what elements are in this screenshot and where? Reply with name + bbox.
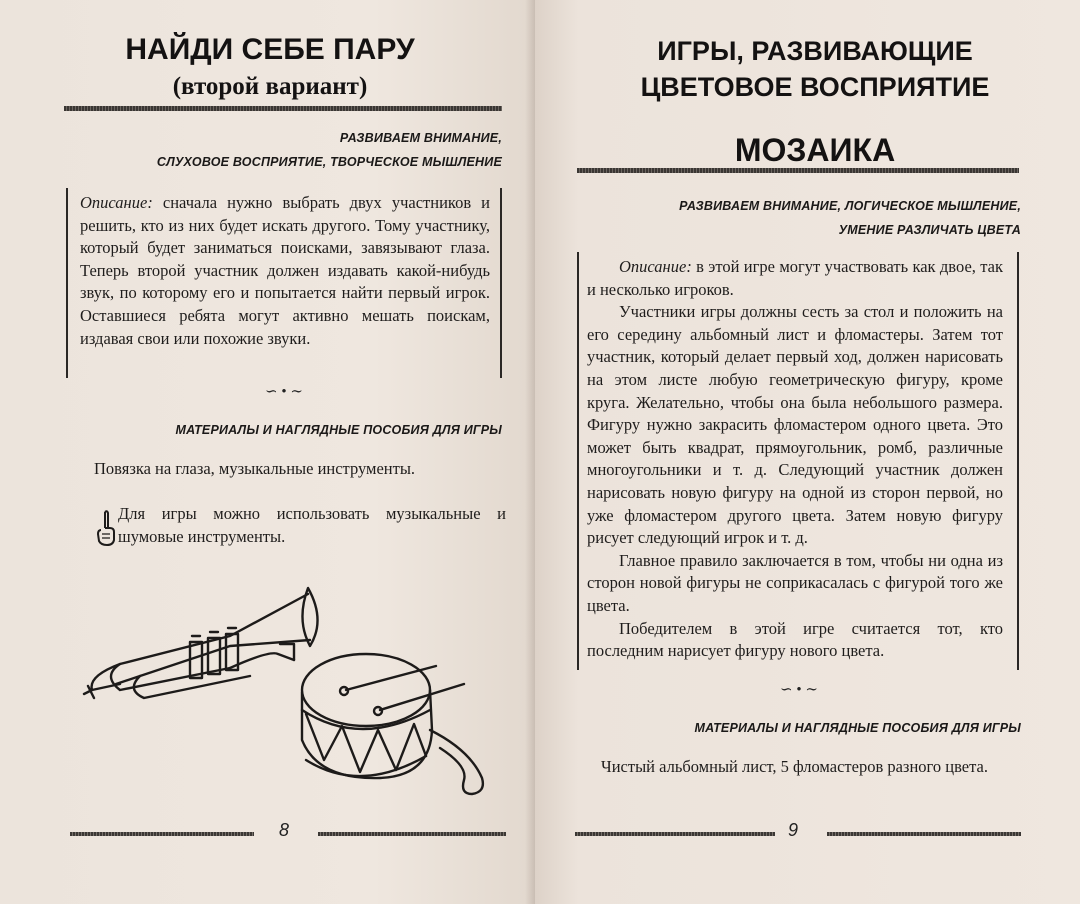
right-description-p1 [587,256,1003,301]
right-section-title-line1: ИГРЫ, РАЗВИВАЮЩИЕ [657,36,973,66]
right-section-title-line2: ЦВЕТОВОЕ ВОСПРИЯТИЕ [640,72,990,102]
right-description [587,256,1003,663]
right-description-p3: Главное правило заключается в том, чтобы ни одна из сторон новой фигуры не соприкасалась с фигурой того же цвета. [587,550,1003,615]
right-ornament: ∽ • ∼ [780,682,818,698]
left-description-text: сначала нужно выбрать двух участников и решить, кто из них будет искать другого. Тому участнику, который будет заниматься поисками, завязывают глаза. Теперь второй участник должен издавать какой-нибудь звук, по которому его и попытается найти первый игрок. Оставшиеся ребята могут активно мешать поискам, издавая свои или похожие звуки. [80,193,490,348]
pointing-hand-icon [94,510,118,546]
right-description-p1-text: в этой игре могут участвовать как двое, так и несколько игроков. [587,257,1003,299]
left-page-number: 8 [278,820,289,840]
left-tip-text: Для игры можно использовать музыкальные и шумовые инструменты. [118,504,506,546]
left-ornament: ∽ • ∼ [265,384,303,400]
left-skills-line2: СЛУХОВОЕ ВОСПРИЯТИЕ, ТВОРЧЕСКОЕ МЫШЛЕНИЕ [156,155,502,169]
right-skills-line2: УМЕНИЕ РАЗЛИЧАТЬ ЦВЕТА [838,223,1021,237]
left-footer-rule-left [70,832,254,836]
left-page [0,0,535,904]
right-description-p2: Участники игры должны сесть за стол и положить на его середину альбомный лист и фломастеры. Затем тот участник, который делает первый ход, должен нарисовать на этом листе любую геометрическую фигуру, кроме круга. Желательно, чтобы она была небольшого размера. Фигуру нужно закрасить фломастером одного цвета. Это может быть квадрат, прямоугольник, ромб, различные многоугольники и т. д. Следующий участник должен нарисовать новую фигуру на одной из сторон первой, но уже фломастером другого цвета. Затем новую фигуру рисует следующий игрок и т. д. [587,302,1003,548]
right-page [535,0,1080,904]
right-materials-text: Чистый альбомный лист, 5 фломастеров разного цвета. [601,757,988,776]
right-footer-rule-right [827,832,1021,836]
left-footer-rule-right [318,832,506,836]
left-materials-text: Повязка на глаза, музыкальные инструменты. [94,459,416,478]
right-footer-rule-left [575,832,775,836]
right-page-number: 9 [787,820,798,840]
left-description-label: Описание: [80,193,153,212]
right-skills-line1: РАЗВИВАЕМ ВНИМАНИЕ, ЛОГИЧЕСКОЕ МЫШЛЕНИЕ, [679,199,1021,213]
right-materials-heading: МАТЕРИАЛЫ И НАГЛЯДНЫЕ ПОСОБИЯ ДЛЯ ИГРЫ [694,721,1021,735]
left-title-line1: НАЙДИ СЕБЕ ПАРУ [125,33,415,66]
left-skills-line1: РАЗВИВАЕМ ВНИМАНИЕ, [339,131,502,145]
right-title-rule [577,168,1019,173]
left-title-line2: (второй вариант) [172,73,368,100]
right-description-label: Описание: [619,257,692,276]
left-materials-heading: МАТЕРИАЛЫ И НАГЛЯДНЫЕ ПОСОБИЯ ДЛЯ ИГРЫ [175,423,502,437]
right-description-p4: Победителем в этой игре считается тот, кто последним нарисует фигуру нового цвета. [587,618,1003,661]
trumpet-drum-illustration [80,580,500,810]
left-description [80,192,490,350]
left-title-rule [64,106,502,111]
right-game-title: МОЗАИКА [734,132,896,168]
